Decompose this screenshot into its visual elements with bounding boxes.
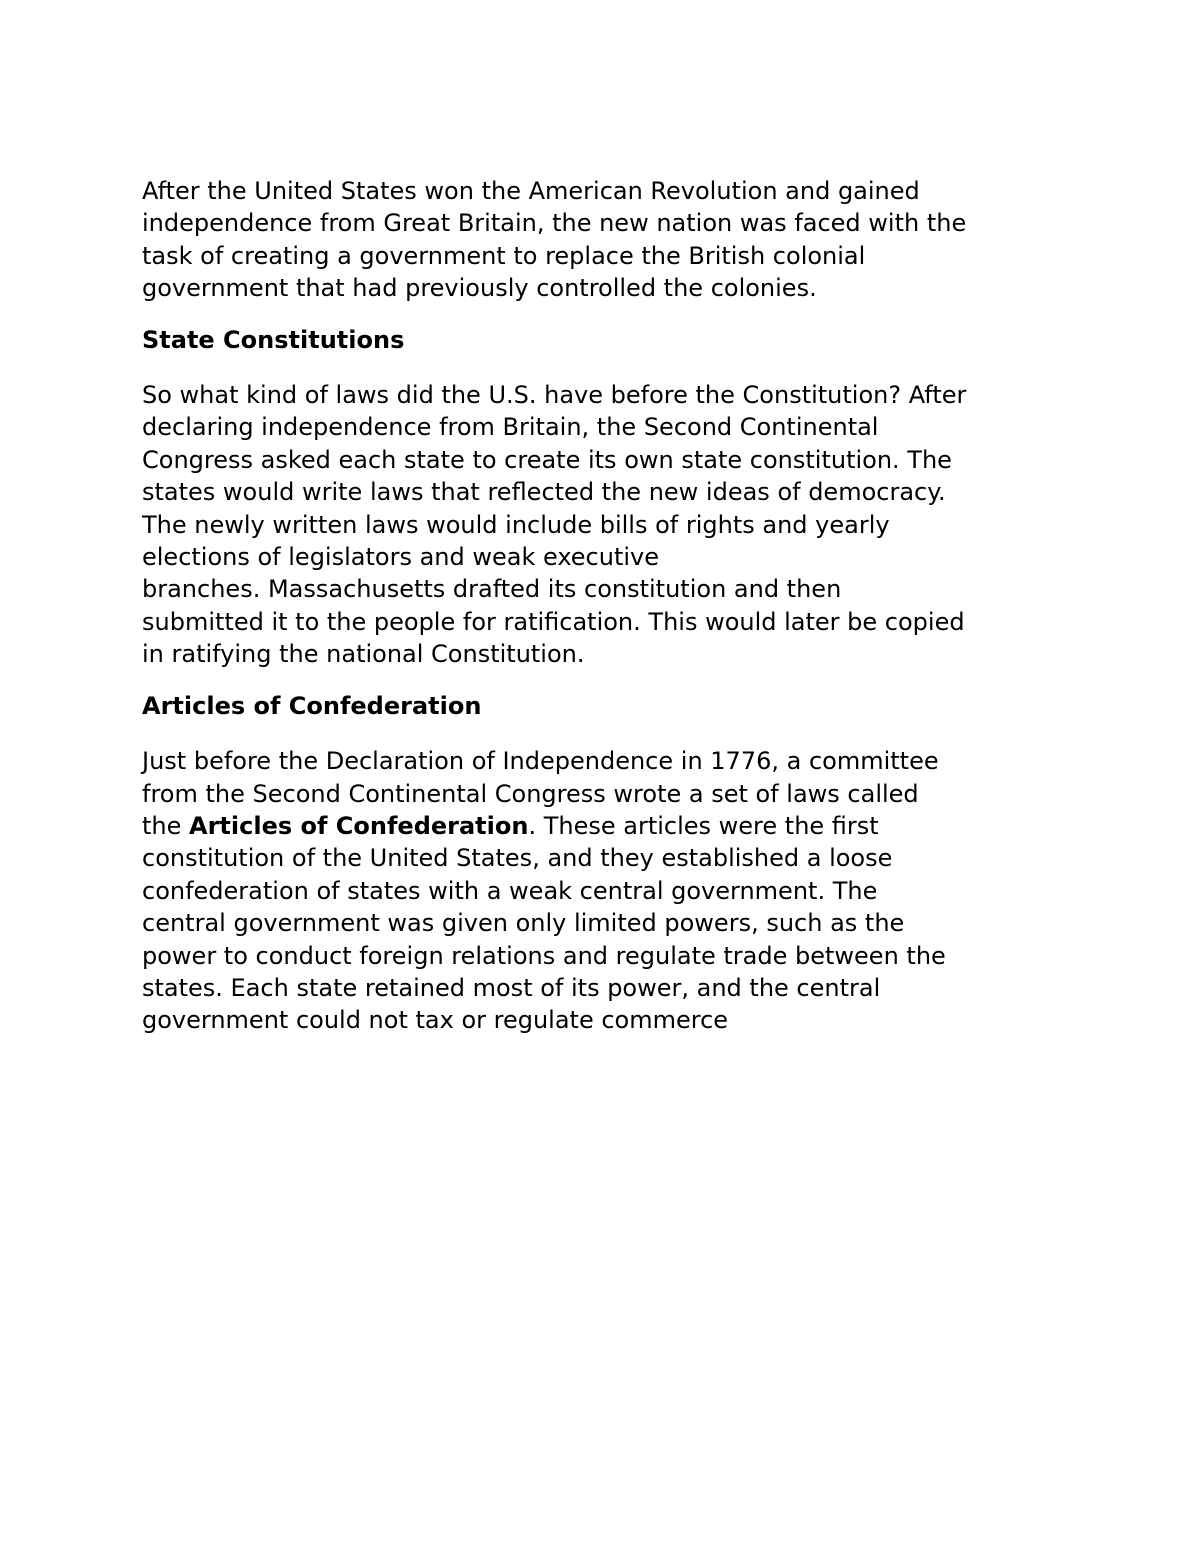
text-line: independence from Great Britain, the new nation was faced with the <box>142 209 967 238</box>
text-line: central government was given only limited powers, such as the <box>142 909 905 938</box>
text-line: submitted it to the people for ratification. This would later be copied <box>142 607 965 636</box>
text-line: in ratifying the national Constitution. <box>142 640 585 669</box>
text-segment: . These articles were the first <box>528 811 879 840</box>
text-line: Congress asked each state to create its own state constitution. The <box>142 445 952 474</box>
intro-paragraph <box>142 175 1082 305</box>
text-line: elections of legislators and weak executive <box>142 543 660 572</box>
document-body <box>142 175 1082 1037</box>
text-line: The newly written laws would include bills of rights and yearly <box>142 510 890 539</box>
text-segment: the <box>142 811 190 840</box>
text-line: power to conduct foreign relations and regulate trade between the <box>142 941 946 970</box>
text-line: states would write laws that reflected the new ideas of democracy. <box>142 478 946 507</box>
text-line: government that had previously controlled the colonies. <box>142 274 817 303</box>
section-heading-articles-of-confederation: Articles of Confederation <box>142 691 482 720</box>
text-line: states. Each state retained most of its power, and the central <box>142 973 881 1002</box>
section-heading-state-constitutions: State Constitutions <box>142 325 405 354</box>
text-line: task of creating a government to replace the British colonial <box>142 241 866 270</box>
bold-term-articles-of-confederation: Articles of Confederation <box>189 811 529 840</box>
text-line: branches. Massachusetts drafted its constitution and then <box>142 575 842 604</box>
text-line: from the Second Continental Congress wrote a set of laws called <box>142 779 919 808</box>
text-line: government could not tax or regulate commerce <box>142 1006 729 1035</box>
text-line: So what kind of laws did the U.S. have before the Constitution? After <box>142 381 967 410</box>
text-line: constitution of the United States, and they established a loose <box>142 844 893 873</box>
text-line: After the United States won the American Revolution and gained <box>142 177 920 205</box>
articles-paragraph <box>142 745 1082 1037</box>
text-line: confederation of states with a weak central government. The <box>142 876 878 905</box>
text-line-with-bold-term <box>142 810 1082 842</box>
text-line: declaring independence from Britain, the Second Continental <box>142 413 879 442</box>
text-line: Just before the Declaration of Independence in 1776, a committee <box>142 747 939 776</box>
state-constitutions-paragraph <box>142 379 1082 671</box>
